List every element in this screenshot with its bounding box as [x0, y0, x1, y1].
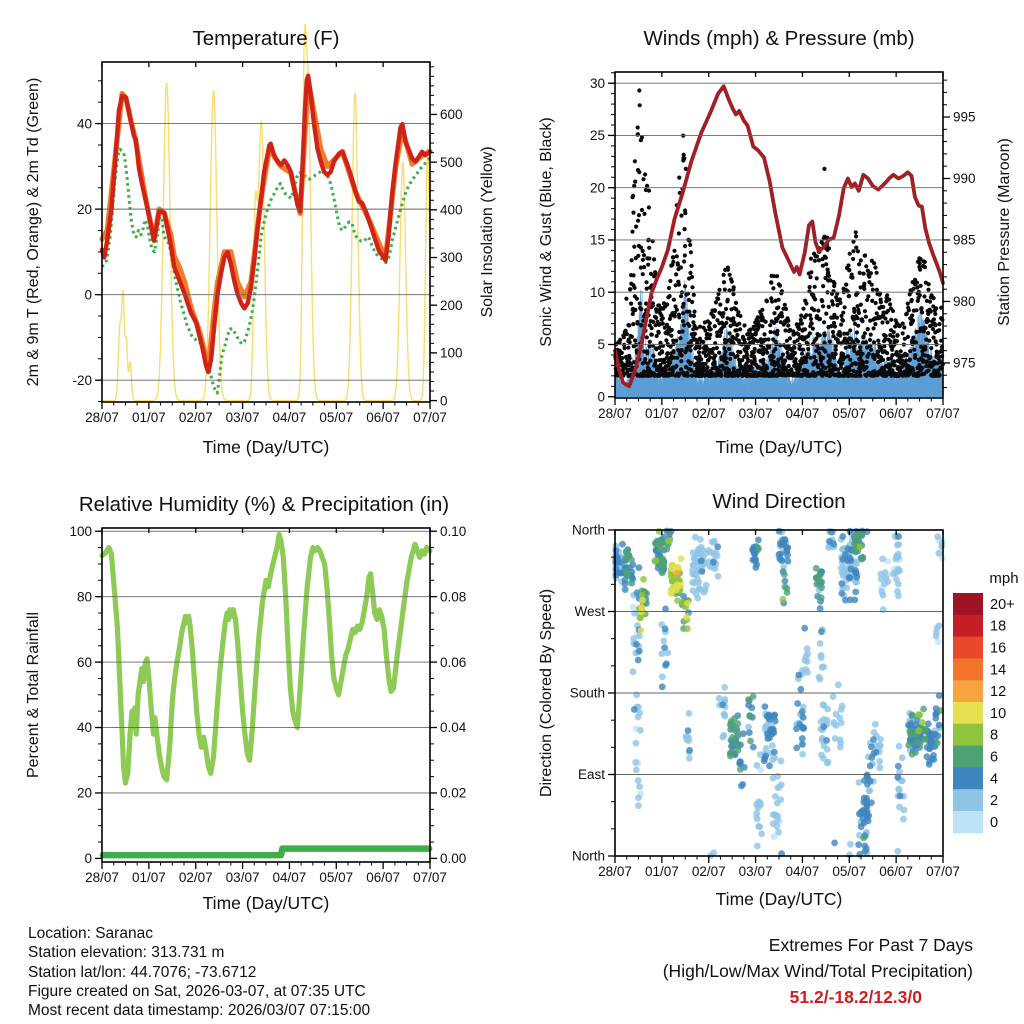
- humidity-precip-chart-title: Relative Humidity (%) & Precipitation (in): [78, 493, 450, 516]
- x-tick-label: 05/07: [319, 870, 354, 885]
- y-tick-label: 0.06: [440, 654, 467, 670]
- x-tick-label: 07/07: [926, 406, 960, 421]
- y-tick-label: 990: [953, 171, 976, 187]
- y-tick-label: 300: [440, 250, 463, 266]
- y-tick-label: 995: [953, 109, 976, 125]
- y-tick-label: 0.08: [440, 589, 467, 605]
- y-tick-label: 40: [76, 116, 92, 132]
- y-tick-label: 100: [440, 345, 463, 361]
- temperature-y-axis-label: 2m & 9m T (Red, Orange) & 2m Td (Green): [25, 77, 42, 387]
- x-tick-label: 01/07: [644, 406, 679, 421]
- y-tick-label: 5: [597, 337, 605, 353]
- colorbar-label: 0: [990, 814, 999, 831]
- x-tick-label: 06/07: [879, 406, 914, 421]
- y-tick-label: East: [577, 767, 605, 783]
- colorbar-label: 6: [990, 749, 999, 766]
- y-tick-label: 30: [589, 75, 605, 91]
- y-tick-label: 0: [84, 851, 92, 867]
- y-tick-label: 0.02: [440, 785, 467, 801]
- y-tick-label: 980: [953, 294, 976, 310]
- y-tick-label: 0: [597, 389, 605, 405]
- winds-x-axis-title: Time (Day/UTC): [715, 437, 843, 457]
- y-tick-label: -20: [72, 372, 92, 388]
- pressure-y-axis-label: Station Pressure (Maroon): [996, 138, 1013, 326]
- y-tick-label: 0: [440, 393, 448, 409]
- x-tick-label: 03/07: [738, 864, 773, 879]
- x-tick-label: 03/07: [225, 410, 260, 425]
- y-tick-label: 500: [440, 154, 463, 170]
- y-tick-label: 200: [440, 297, 463, 313]
- x-tick-label: 28/07: [85, 410, 119, 425]
- x-tick-label: 02/07: [691, 406, 726, 421]
- y-tick-label: 20: [76, 785, 92, 801]
- solar-y-axis-label: Solar Insolation (Yellow): [479, 146, 496, 318]
- winds-pressure-chart-title: Winds (mph) & Pressure (mb): [643, 27, 915, 50]
- x-tick-label: 07/07: [413, 410, 447, 425]
- x-tick-label: 04/07: [785, 864, 820, 879]
- humidity-x-axis-title: Time (Day/UTC): [202, 893, 330, 913]
- y-tick-label: 15: [589, 232, 605, 248]
- y-tick-label: 985: [953, 232, 976, 248]
- colorbar-label: 18: [990, 618, 1007, 635]
- colorbar-label: 8: [990, 727, 999, 744]
- temperature-plot: [102, 25, 430, 401]
- colorbar: [953, 593, 1015, 833]
- percent-rainfall-y-axis-label: Percent & Total Rainfall: [25, 612, 42, 779]
- x-tick-label: 06/07: [366, 870, 401, 885]
- x-tick-label: 05/07: [319, 410, 354, 425]
- x-tick-label: 05/07: [832, 406, 867, 421]
- x-tick-label: 06/07: [366, 410, 401, 425]
- footer-latlon: Station lat/lon: 44.7076; -73.6712: [28, 964, 257, 981]
- x-tick-label: 06/07: [879, 864, 914, 879]
- y-tick-label: South: [569, 685, 605, 701]
- colorbar-label: 16: [990, 640, 1007, 657]
- x-tick-label: 03/07: [225, 870, 260, 885]
- colorbar-units-label: mph: [989, 570, 1019, 587]
- y-tick-label: 0.04: [440, 720, 467, 736]
- footer-elevation: Station elevation: 313.731 m: [28, 944, 225, 961]
- x-tick-label: 04/07: [272, 870, 307, 885]
- extremes-subheading: (High/Low/Max Wind/Total Precipitation): [662, 961, 973, 981]
- x-tick-label: 28/07: [598, 864, 632, 879]
- x-tick-label: 02/07: [691, 864, 726, 879]
- footer-location: Location: Saranac: [28, 925, 153, 942]
- solar-line: [102, 25, 430, 401]
- humidity-line: [102, 535, 430, 784]
- x-tick-label: 28/07: [85, 870, 119, 885]
- y-tick-label: 25: [589, 128, 605, 144]
- y-tick-label: North: [571, 848, 605, 864]
- dewpoint-line: [102, 149, 430, 393]
- rainfall-line: [103, 849, 429, 856]
- direction-y-axis-label: Direction (Colored By Speed): [538, 588, 555, 798]
- wind-gust-y-axis-label: Sonic Wind & Gust (Blue, Black): [538, 117, 555, 347]
- extremes-values: 51.2/-18.2/12.3/0: [789, 987, 922, 1007]
- temperature-x-axis-title: Time (Day/UTC): [202, 437, 330, 457]
- colorbar-label: 12: [990, 684, 1007, 701]
- y-tick-label: 600: [440, 107, 463, 123]
- y-tick-label: 0: [84, 287, 92, 303]
- colorbar-label: 10: [990, 705, 1007, 722]
- footer-created: Figure created on Sat, 2026-03-07, at 07:35 UTC: [28, 983, 366, 1000]
- y-tick-label: 60: [76, 654, 92, 670]
- x-tick-label: 03/07: [738, 406, 773, 421]
- y-tick-label: 975: [953, 355, 976, 371]
- humidity-precip-plot: [102, 535, 430, 856]
- y-tick-label: 20: [76, 201, 92, 217]
- y-tick-label: 100: [69, 523, 92, 539]
- y-tick-label: 10: [589, 284, 605, 300]
- colorbar-label: 4: [990, 771, 999, 788]
- y-tick-label: 0.00: [440, 851, 467, 867]
- x-tick-label: 04/07: [785, 406, 820, 421]
- y-tick-label: 40: [76, 720, 92, 736]
- wind-direction-x-axis-title: Time (Day/UTC): [715, 889, 843, 909]
- y-tick-label: West: [574, 604, 605, 620]
- y-tick-label: 20: [589, 180, 605, 196]
- x-tick-label: 01/07: [644, 864, 679, 879]
- colorbar-label: 20+: [990, 596, 1015, 613]
- x-tick-label: 02/07: [178, 870, 213, 885]
- x-tick-label: 05/07: [832, 864, 867, 879]
- colorbar-label: 2: [990, 793, 999, 810]
- x-tick-label: 04/07: [272, 410, 307, 425]
- winds-pressure-plot: [613, 86, 945, 396]
- y-tick-label: 0.10: [440, 523, 467, 539]
- x-tick-label: 07/07: [413, 870, 447, 885]
- colorbar-label: 14: [990, 662, 1007, 679]
- y-tick-label: 80: [76, 589, 92, 605]
- x-tick-label: 07/07: [926, 864, 960, 879]
- footer-timestamp: Most recent data timestamp: 2026/03/07 07:15:00: [28, 1002, 371, 1019]
- y-tick-label: North: [571, 522, 605, 538]
- x-tick-label: 28/07: [598, 406, 632, 421]
- temperature-chart-title: Temperature (F): [192, 27, 340, 50]
- x-tick-label: 01/07: [131, 870, 166, 885]
- extremes-heading: Extremes For Past 7 Days: [768, 935, 973, 955]
- y-tick-label: 400: [440, 202, 463, 218]
- wind-direction-chart-title: Wind Direction: [712, 490, 846, 513]
- x-tick-label: 01/07: [131, 410, 166, 425]
- x-tick-label: 02/07: [178, 410, 213, 425]
